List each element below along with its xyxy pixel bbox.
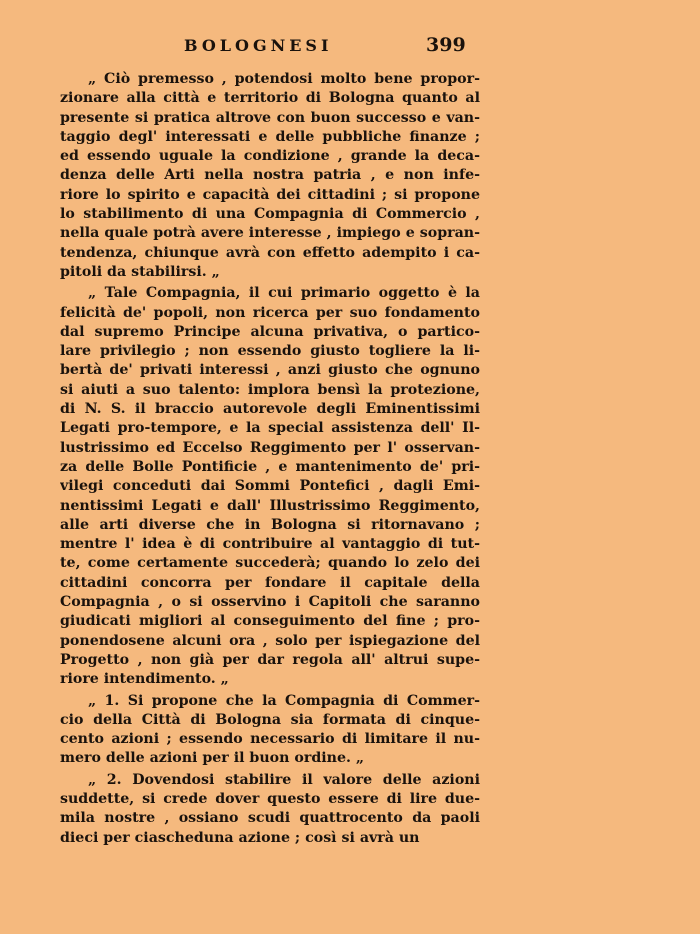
text-line: nella quale potrà avere interesse , impiego e sopran- — [60, 225, 480, 242]
text-line: „ 1. Si propone che la Compagnia di Commer- — [88, 692, 480, 709]
text-line: bertà de' privati interessi , anzi giusto che ognuno — [60, 362, 480, 379]
text-line: taggio degl' interessati e delle pubbliche finanze ; — [60, 128, 480, 145]
text-line: di N. S. il braccio autorevole degli Eminentissimi — [60, 401, 480, 418]
text-line: ed essendo uguale la condizione , grande la deca- — [60, 148, 480, 165]
text-line: te, come certamente succederà; quando lo zelo dei — [60, 555, 480, 572]
text-line: Progetto , non già per dar regola all' altrui supe- — [60, 651, 480, 668]
text-line: dieci per ciascheduna azione ; così si avrà un — [60, 829, 420, 846]
paragraph — [60, 692, 480, 769]
text-line: si aiuti a suo talento: implora bensì la protezione, — [60, 381, 480, 398]
text-line: zionare alla città e territorio di Bologna quanto al — [60, 90, 480, 107]
text-line: cittadini concorra per fondare il capitale della — [60, 574, 480, 591]
text-line: suddette, si crede dover questo essere di lire due- — [60, 790, 480, 807]
text-line: lustrissimo ed Eccelso Reggimento per l' osservan- — [60, 439, 480, 456]
text-line: ponendosene alcuni ora , solo per ispiegazione del — [60, 632, 480, 649]
text-line: Legati pro-tempore, e la special assistenza dell' Il- — [60, 420, 480, 437]
text-line: cento azioni ; essendo necessario di limitare il nu- — [60, 731, 480, 748]
text-line: cio della Città di Bologna sia formata di cinque- — [60, 711, 480, 728]
text-line: nentissimi Legati e dall' Illustrissimo Reggimento, — [60, 497, 480, 514]
text-line: „ Ciò premesso , potendosi molto bene propor- — [88, 71, 480, 87]
text-line: dal supremo Principe alcuna privativa, o partico- — [60, 323, 480, 340]
text-line: alle arti diverse che in Bologna si ritornavano ; — [60, 516, 480, 533]
text-line: giudicati migliori al conseguimento del fine ; pro- — [60, 613, 480, 630]
text-line: pitoli da stabilirsi. „ — [60, 263, 220, 280]
text-line: mero delle azioni per il buon ordine. „ — [60, 750, 365, 767]
text-line: Compagnia , o si osservino i Capitoli che saranno — [60, 594, 480, 611]
text-line: riore intendimento. „ — [60, 671, 229, 688]
text-line: denza delle Arti nella nostra patria , e non infe- — [60, 167, 480, 184]
text-line: lare privilegio ; non essendo giusto togliere la li- — [60, 343, 480, 360]
text-line: mila nostre , ossiano scudi quattrocento da paoli — [60, 810, 480, 827]
running-title: BOLOGNESI — [184, 36, 333, 55]
paragraph — [60, 70, 480, 282]
page-number: 399 — [426, 34, 466, 56]
paragraph — [60, 284, 480, 689]
text-line: lo stabilimento di una Compagnia di Commercio , — [60, 206, 480, 223]
text-line: felicità de' popoli, non ricerca per suo fondamento — [60, 304, 480, 321]
paragraph — [60, 771, 480, 848]
text-line: vilegi conceduti dai Sommi Pontefici , dagli Emi- — [60, 478, 480, 495]
text-line: mentre l' idea è di contribuire al vantaggio di tut- — [60, 536, 480, 553]
text-line: „ Tale Compagnia, il cui primario oggetto è la — [88, 285, 480, 302]
body-text — [60, 70, 480, 848]
text-line: tendenza, chiunque avrà con effetto adempito i ca- — [60, 244, 480, 261]
text-line: riore lo spirito e capacità dei cittadini ; si propone — [60, 186, 480, 203]
text-line: presente si pratica altrove con buon successo e van- — [60, 109, 480, 126]
running-head — [60, 36, 480, 60]
text-line: „ 2. Dovendosi stabilire il valore delle azioni — [88, 771, 480, 788]
text-line: za delle Bolle Pontificie , e mantenimento de' pri- — [60, 458, 480, 475]
